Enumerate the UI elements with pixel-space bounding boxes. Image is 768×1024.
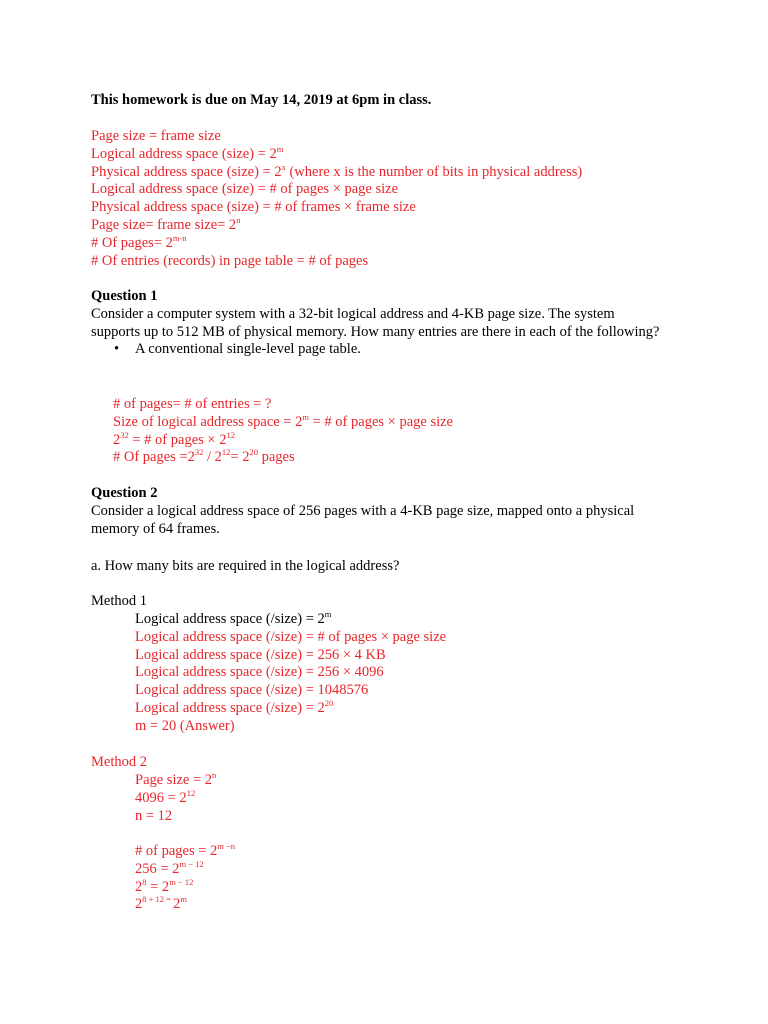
method-2-steps-continued — [135, 843, 735, 914]
method-2-label: Method 2 — [91, 754, 147, 770]
method-line: $256 = 2^{m - 12}$ — [135, 858, 204, 877]
answer-line: # Of pages $=2^{32} / 2^{12}= 2^{20}$ pages — [113, 447, 295, 466]
method-line: $4096 = 2^{12}$ — [135, 787, 196, 806]
due-notice: This homework is due on May 14, 2019 at 6pm in class. — [91, 92, 432, 108]
method-line: Logical address space (/size) = 256 × 4096 — [135, 664, 384, 681]
formula-line: Logical address space (size) = $2^m$ — [91, 143, 284, 162]
method-line: Page size = $2^n$ — [135, 770, 217, 788]
method-line: Logical address space (/size) = 256 × 4 KB — [135, 646, 386, 663]
method-line: $2^{8 + 12 =}$ 2$^m$ — [135, 894, 187, 913]
method-line: Logical address space (/size) = # of pages × page size — [135, 628, 447, 645]
formula-list — [91, 128, 691, 270]
question-2-part-a: a. How many bits are required in the logical address? — [91, 558, 400, 574]
method-line: Logical address space (/size) = 1048576 — [135, 682, 369, 699]
formula-line: Physical address space (size) = # of frames × frame size — [91, 199, 416, 216]
answer-line: $2^{32}$ = # of pages × $2^{12}$ — [113, 429, 235, 448]
question-2-heading: Question 2 — [91, 485, 158, 501]
question-1-answer — [113, 396, 713, 467]
method-1-steps — [135, 611, 735, 736]
method-2-steps — [135, 772, 735, 825]
method-line: $2^8 = 2^{m - 12}$ — [135, 876, 194, 895]
formula-line: Page size= frame size= $2^n$ — [91, 214, 241, 233]
formula-line: # Of entries (records) in page table = # of pages — [91, 252, 369, 269]
bullet-item: • A conventional single-level page table. — [114, 341, 361, 358]
answer-line: # of pages= # of entries = ? — [113, 396, 272, 412]
answer-line: Size of logical address space = $2^m$ = # of pages × page size — [113, 411, 453, 430]
method-line: # of pages = $2^{m -n}$ — [135, 841, 236, 859]
question-1-heading: Question 1 — [91, 288, 158, 304]
formula-line: Logical address space (size) = # of pages × page size — [91, 181, 399, 198]
question-1-text: Consider a computer system with a 32-bit logical address and 4-KB page size. The system supports up to 512 MB of physical memory. How many entries are there in each of the following? — [91, 305, 660, 340]
method-line: Logical address space (/size) = $2^m$ — [135, 609, 332, 627]
bullet-icon: • — [114, 341, 120, 358]
method-line: m = 20 (Answer) — [135, 717, 235, 734]
method-1-label: Method 1 — [91, 593, 147, 609]
formula-line: # Of pages= $2^{m-n}$ — [91, 232, 187, 251]
method-line: n = 12 — [135, 807, 173, 824]
question-1 — [91, 288, 691, 359]
formula-line: Page size = frame size — [91, 128, 221, 144]
formula-line: Physical address space (size) = $2^x$ (where x is the number of bits in physical address) — [91, 161, 583, 180]
question-2 — [91, 485, 691, 538]
question-2-text: Consider a logical address space of 256 pages with a 4-KB page size, mapped onto a physical memory of 64 frames. — [91, 502, 635, 537]
method-line: Logical address space (/size) = $2^{20}$ — [135, 697, 334, 716]
